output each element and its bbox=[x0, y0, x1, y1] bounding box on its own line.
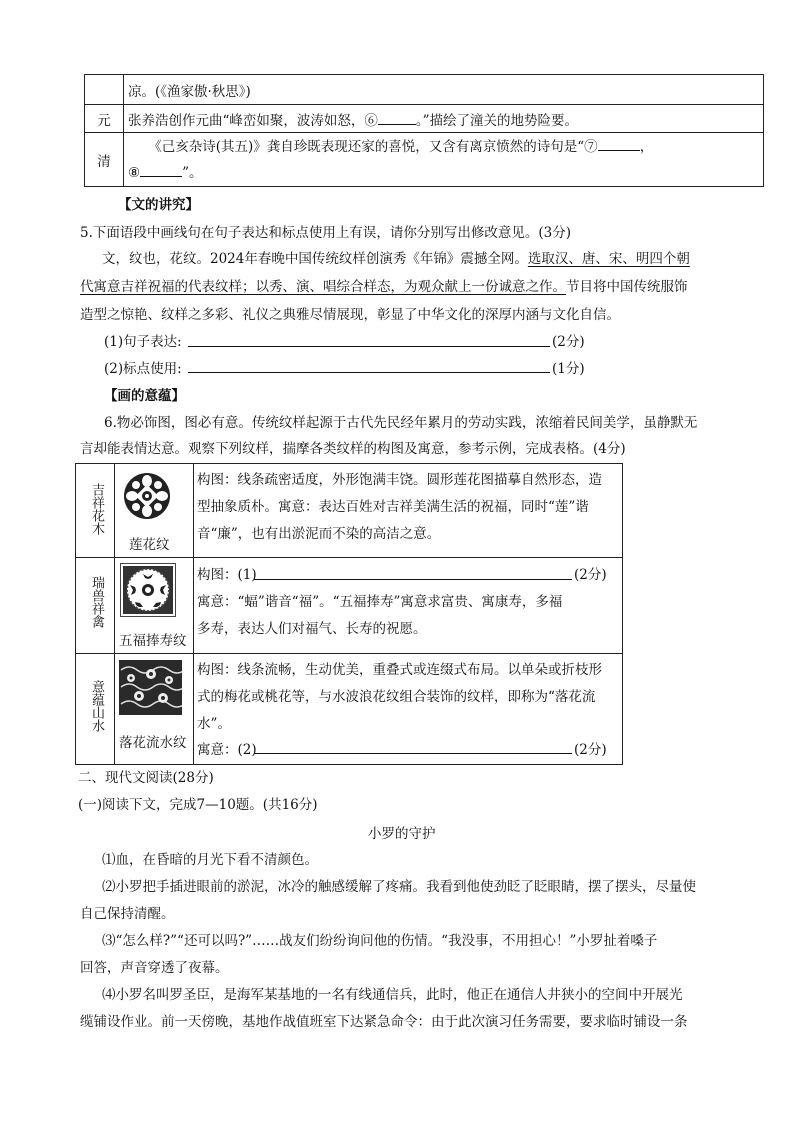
dynasty-cell-empty bbox=[85, 75, 124, 105]
falling-flowers-answer-line[interactable] bbox=[254, 753, 572, 754]
article-para: ⑴血，在昏暗的月光下看不清颜色。 bbox=[102, 852, 318, 868]
lotus-description: 构图：线条疏密适度，外形饱满丰饶。圆形莲花图描摹自然形态，造 型抽象质朴。寓意：表达百姓对吉祥美满生活的祝福，同时“莲”谐 音“廉”，也有出淤泥而不染的高洁之意。 bbox=[197, 472, 602, 542]
q6-stem-line2: 言却能表情达意。观察下列纹样，揣摩各类纹样的构图及寓意，参考示例，完成表格。(4分) bbox=[80, 441, 626, 457]
pattern-table bbox=[75, 463, 623, 765]
falling-flowers-pattern-image bbox=[119, 660, 182, 715]
lotus-pattern-image bbox=[120, 471, 174, 521]
q5-para-line3: 造型之惊艳、纹样之多彩、礼仪之典雅尽情展现，彰显了中华文化的深厚内涵与文化自信。 bbox=[80, 307, 620, 323]
falling-flowers-fill-score: (2分) bbox=[574, 742, 607, 758]
q6-stem-line1: 6.物必饰图，图必有意。传统纹样起源于古代先民经年累月的劳动实践，浓缩着民间美学，虽静默无 bbox=[104, 415, 698, 431]
blank-6[interactable] bbox=[378, 112, 416, 125]
five-bats-answer-line[interactable] bbox=[254, 579, 572, 580]
category-label: 意蕴山水 bbox=[89, 680, 104, 732]
q5-answer1-line[interactable] bbox=[188, 346, 550, 347]
section-heading-wen: 【文的讲究】 bbox=[118, 197, 199, 213]
poem-cell: 凉。(《渔家傲·秋思》) bbox=[124, 75, 764, 105]
part2-subheading: (一)阅读下文，完成7—10题。(共16分) bbox=[78, 797, 318, 813]
lotus-caption: 莲花纹 bbox=[129, 537, 170, 553]
q5-stem: 5.下面语段中画线句在句子表达和标点使用上有误，请你分别写出修改意见。(3分) bbox=[80, 225, 572, 241]
category-label: 吉祥花木 bbox=[89, 483, 104, 535]
article-para: ⑶“怎么样?”“还可以吗?”……战友们纷纷询问他的伤情。“我没事，不用担心！”小罗扯着嗓子 bbox=[102, 933, 658, 949]
part2-heading: 二、现代文阅读(28分) bbox=[78, 770, 214, 786]
q5-answer2-score: (1分) bbox=[552, 361, 585, 377]
falling-flowers-caption: 落花流水纹 bbox=[119, 735, 187, 751]
category-label: 瑞兽祥禽 bbox=[89, 576, 104, 628]
article-para: 自己保持清醒。 bbox=[80, 906, 175, 922]
poem-table bbox=[84, 74, 764, 187]
q5-answer2-line[interactable] bbox=[188, 372, 550, 373]
article-title: 小罗的守护 bbox=[368, 826, 436, 842]
five-bats-fill-label: 构图：(1) bbox=[197, 567, 257, 583]
q5-answer1-score: (2分) bbox=[552, 334, 585, 350]
q5-para-line2: 代寓意吉祥祝福的代表纹样；以秀、演、唱综合样态，为观众献上一份诚意之作。节目将中国传统服饰 bbox=[80, 279, 688, 295]
five-bats-caption: 五福捧寿纹 bbox=[119, 633, 187, 649]
article-para: 回答，声音穿透了夜幕。 bbox=[80, 960, 229, 976]
q5-answer2-label: (2)标点使用: bbox=[104, 361, 182, 377]
section-heading-hua: 【画的意蕴】 bbox=[104, 388, 185, 404]
article-para: ⑵小罗把手插进眼前的淤泥，冰冷的触感缓解了疼痛。我看到他使劲眨了眨眼睛，摆了摆头，尽量使 bbox=[102, 879, 696, 895]
dynasty-cell: 清 bbox=[85, 133, 124, 187]
article-para: ⑷小罗名叫罗圣臣，是海军某基地的一名有线通信兵，此时，他正在通信人井狭小的空间中开展光 bbox=[102, 987, 683, 1003]
falling-flowers-fill-label: 寓意：(2) bbox=[197, 742, 257, 758]
q5-para-line1: 文，纹也，花纹。2024年春晚中国传统纹样创演秀《年锦》震撼全网。选取汉、唐、宋、明四个朝 bbox=[102, 251, 690, 267]
blank-8[interactable] bbox=[140, 164, 182, 177]
five-bats-pattern-image bbox=[120, 563, 176, 617]
poem-cell: 张养浩创作元曲“峰峦如聚，波涛如怒，⑥ 。”描绘了潼关的地势险要。 bbox=[124, 105, 764, 133]
article-para: 缆铺设作业。前一天傍晚，基地作战值班室下达紧急命令：由于此次演习任务需要，要求临时铺设一条 bbox=[80, 1014, 688, 1030]
falling-flowers-description: 构图：线条流畅，生动优美，重叠式或连缀式布局。以单朵或折枝形 式的梅花或桃花等，与水波浪花纹组合装饰的纹样，即称为“落花流 水”。 bbox=[197, 662, 602, 732]
five-bats-description: 寓意：“蝠”谐音“福”。“五福捧寿”寓意求富贵、寓康寿，多福 多寿，表达人们对福气、长寿的祝愿。 bbox=[197, 594, 563, 637]
q5-answer1-label: (1)句子表达: bbox=[104, 334, 182, 350]
five-bats-fill-score: (2分) bbox=[574, 567, 607, 583]
poem-cell: 《己亥杂诗(其五)》龚自珍既表现还家的喜悦，又含有离京愤然的诗句是“⑦ ， ⑧ ”。 bbox=[124, 133, 764, 187]
blank-7[interactable] bbox=[598, 138, 640, 151]
dynasty-cell: 元 bbox=[85, 105, 124, 133]
